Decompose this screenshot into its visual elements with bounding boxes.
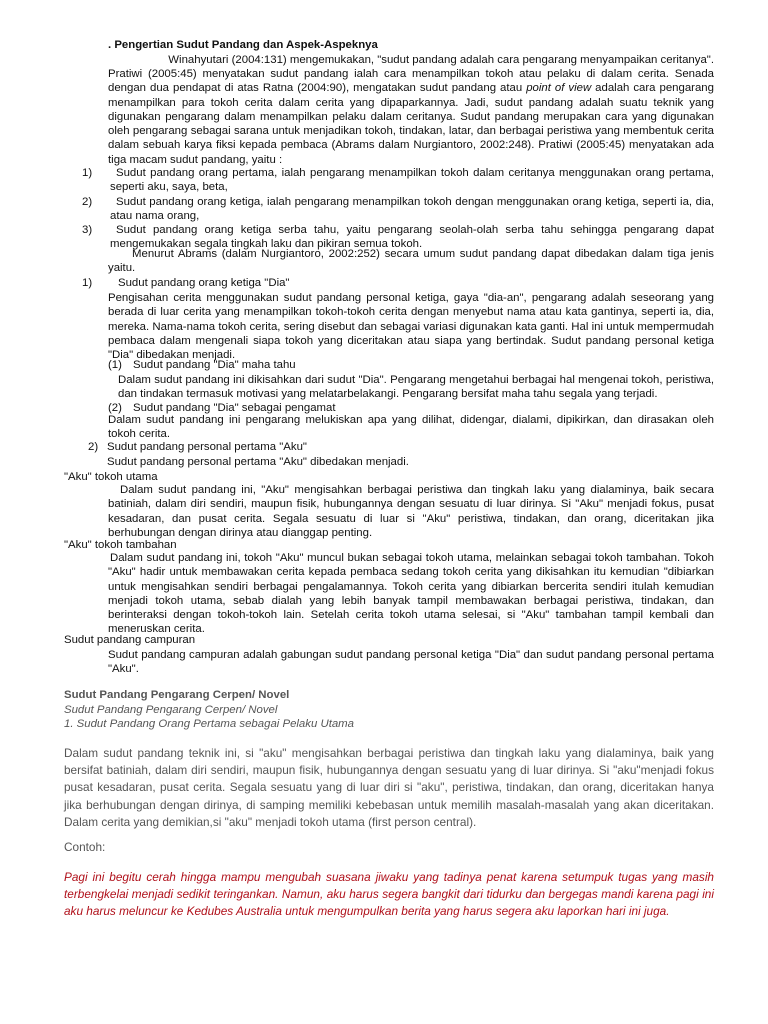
list-item-serba-tahu: Sudut pandang orang ketiga serba tahu, yaitu pengarang seolah-olah serba tahu sehingga pengarang dapat mengemukakan segala tingkah laku dan pikiran semua tokoh. (110, 224, 714, 251)
paragraph-first-person-central: Dalam sudut pandang teknik ini, si "aku" mengisahkan berbagai peristiwa dan tingkah laku yang dialaminya, baik yang bersifat batiniah, dalam diri sendiri, maupun fisik, hubungannya dengan sesuatu yang di luar dirinya. Si "aku"menjadi fokus pusat kesadaran, pusat cerita. Segala sesuatu yang di luar diri si "aku", peristiwa, tindakan, dan orang, diceritakan hanya jika berhubungan dengan dirinya, di samping memiliki kebebasan untuk memilih masalah-masalah yang akan diceritakan. Dalam cerita yang demikian,si "aku" menjadi tokoh utama (first person central). (64, 746, 714, 829)
paragraph-pratiwi (108, 67, 714, 167)
section2-title: Sudut Pandang Pengarang Cerpen/ Novel (64, 689, 290, 701)
list-item-orang-pertama: Sudut pandang orang pertama, ialah pengarang menampilkan tokoh dalam ceritanya menggunakan orang pertama, seperti aku, saya, beta, (110, 167, 714, 194)
paragraph-aku-utama: Dalam sudut pandang ini, "Aku" mengisahkan berbagai peristiwa dan tingkah laku yang dialaminya, baik secara batiniah, dalam diri sendiri, maupun fisik, hubungannya dengan sesuatu di luar dirinya. Si "Aku" menjadi fokus, pusat kesadaran, dan pusat cerita. Segala sesuatu di luar si "Aku" peristiwa, tindakan, dan orang, diceritakan jika berhubungan dengan dirinya atau dianggap penting. (108, 484, 714, 539)
paragraph-winahyutari: Winahyutari (2004:131) mengemukakan, "sudut pandang adalah cara pengarang menyampaikan ceritanya". (168, 54, 714, 66)
list-number: 1) (82, 277, 93, 289)
subheading-dia: Sudut pandang orang ketiga "Dia" (118, 277, 290, 289)
list-item-orang-ketiga: Sudut pandang orang ketiga, ialah pengarang menampilkan tokoh dengan menggunakan orang ketiga, seperti ia, dia, atau nama orang, (110, 196, 714, 223)
subheading-aku-utama: "Aku" tokoh utama (64, 471, 158, 483)
example-paragraph: Pagi ini begitu cerah hingga mampu mengubah suasana jiwaku yang tadinya penat karena setumpuk tugas yang masih terbengkelai menjadi sedikit teringankan. Namun, aku harus segera bangkit dari tidurku dan bergegas mandi karena pagi ini aku harus meluncur ke Kedubes Australia untuk mengumpulkan berita yang harus segera aku laporkan hari ini juga. (64, 870, 714, 919)
subheading-aku: Sudut pandang personal pertama "Aku" (107, 441, 307, 453)
subheading-aku-tambahan: "Aku" tokoh tambahan (64, 539, 177, 551)
point-of-view-term: point of view (526, 82, 592, 95)
list-number: 2) (82, 196, 93, 208)
paragraph-dia-pengamat: Dalam sudut pandang ini pengarang melukiskan apa yang dilihat, didengar, dialami, dipikirkan, dan dirasakan oleh tokoh cerita. (108, 414, 714, 441)
list-number: 2) (88, 441, 99, 453)
list-number: (2) (108, 402, 122, 414)
subheading-campuran: Sudut pandang campuran (64, 634, 196, 646)
section2-subtitle: 1. Sudut Pandang Orang Pertama sebagai Pelaku Utama (64, 718, 355, 730)
paragraph-abrams: Menurut Abrams (dalam Nurgiantoro, 2002:252) secara umum sudut pandang dapat dibedakan dalam tiga jenis yaitu. (108, 248, 714, 275)
list-number: (1) (108, 359, 122, 371)
aku-intro: Sudut pandang personal pertama "Aku" dibedakan menjadi. (107, 456, 409, 468)
subheading-dia-pengamat: Sudut pandang "Dia" sebagai pengamat (133, 402, 336, 414)
paragraph-pratiwi-part2: adalah cara pengarang menampilkan para tokoh cerita dalam cerita yang dipaparkannya. Jadi, sudut pandang adalah suatu teknik yang digunakan pengarang dalam menampilkan pelaku dalam ceritanya. Sudut pandang merupakan cara yang digunakan oleh pengarang sebagai sarana untuk menjadikan tokoh, tindakan, latar, dan berbagai peristiwa yang membentuk cerita dalam sebuah karya fiksi kepada pembaca (Abrams dalam Nurgiantoro, 2002:248). Pratiwi (2005:45) menyatakan ada tiga macam sudut pandang, yaitu : (108, 82, 714, 166)
subheading-dia-maha-tahu: Sudut pandang "Dia" maha tahu (133, 359, 296, 371)
paragraph-campuran: Sudut pandang campuran adalah gabungan sudut pandang personal ketiga "Dia" dan sudut pandang personal pertama "Aku". (108, 649, 714, 676)
paragraph-dia: Pengisahan cerita menggunakan sudut pandang personal ketiga, gaya "dia-an", pengarang adalah seseorang yang berada di luar cerita yang menampilkan tokoh-tokoh cerita dengan menyebut nama atau kata gantinya, seperti ia, dia, mereka. Nama-nama tokoh cerita, sering disebut dan sebagai variasi digunakan kata ganti. Hal ini untuk mempermudah pembaca dalam mengenali siapa tokoh yang diceritakan atau siapa yang bertindak. Sudut pandang personal ketiga "Dia" dibedakan menjadi. (108, 292, 714, 362)
section-heading: . Pengertian Sudut Pandang dan Aspek-Aspeknya (108, 39, 378, 51)
list-number: 3) (82, 224, 93, 236)
list-number: 1) (82, 167, 93, 179)
contoh-label: Contoh: (64, 840, 106, 854)
section2-title-italic: Sudut Pandang Pengarang Cerpen/ Novel (64, 704, 278, 716)
paragraph-aku-tambahan: Dalam sudut pandang ini, tokoh "Aku" muncul bukan sebagai tokoh utama, melainkan sebagai tokoh tambahan. Tokoh "Aku" hadir untuk membawakan cerita kepada pembaca sedang tokoh cerita yang dikisahkan itu kemudian "dibiarkan untuk mengisahkan sendiri berbagai pengalamannya. Tokoh cerita yang dibiarkan bercerita sendiri itulah kemudian menjadi tokoh utama, sebab dialah yang lebih banyak tampil membawakan berbagai peristiwa, tindakan, dan berinteraksi dengan tokoh-tokoh lain. Setelah cerita tokoh utama selesai, si "Aku" tambahan tampil kembali dan meneruskan cerita. (108, 552, 714, 636)
paragraph-pratiwi-part1: Pratiwi (2005:45) menyatakan sudut pandang ialah cara menampilkan tokoh atau pelaku di dalam cerita. Senada dengan dua pendapat di atas Ratna (2004:90), mengatakan sudut pandang atau (108, 68, 714, 95)
paragraph-dia-maha-tahu: Dalam sudut pandang ini dikisahkan dari sudut "Dia". Pengarang mengetahui berbagai hal mengenai tokoh, peristiwa, dan tindakan termasuk motivasi yang melatarbelakangi. Pengarang bersifat maha tahu segala yang terjadi. (118, 374, 714, 401)
